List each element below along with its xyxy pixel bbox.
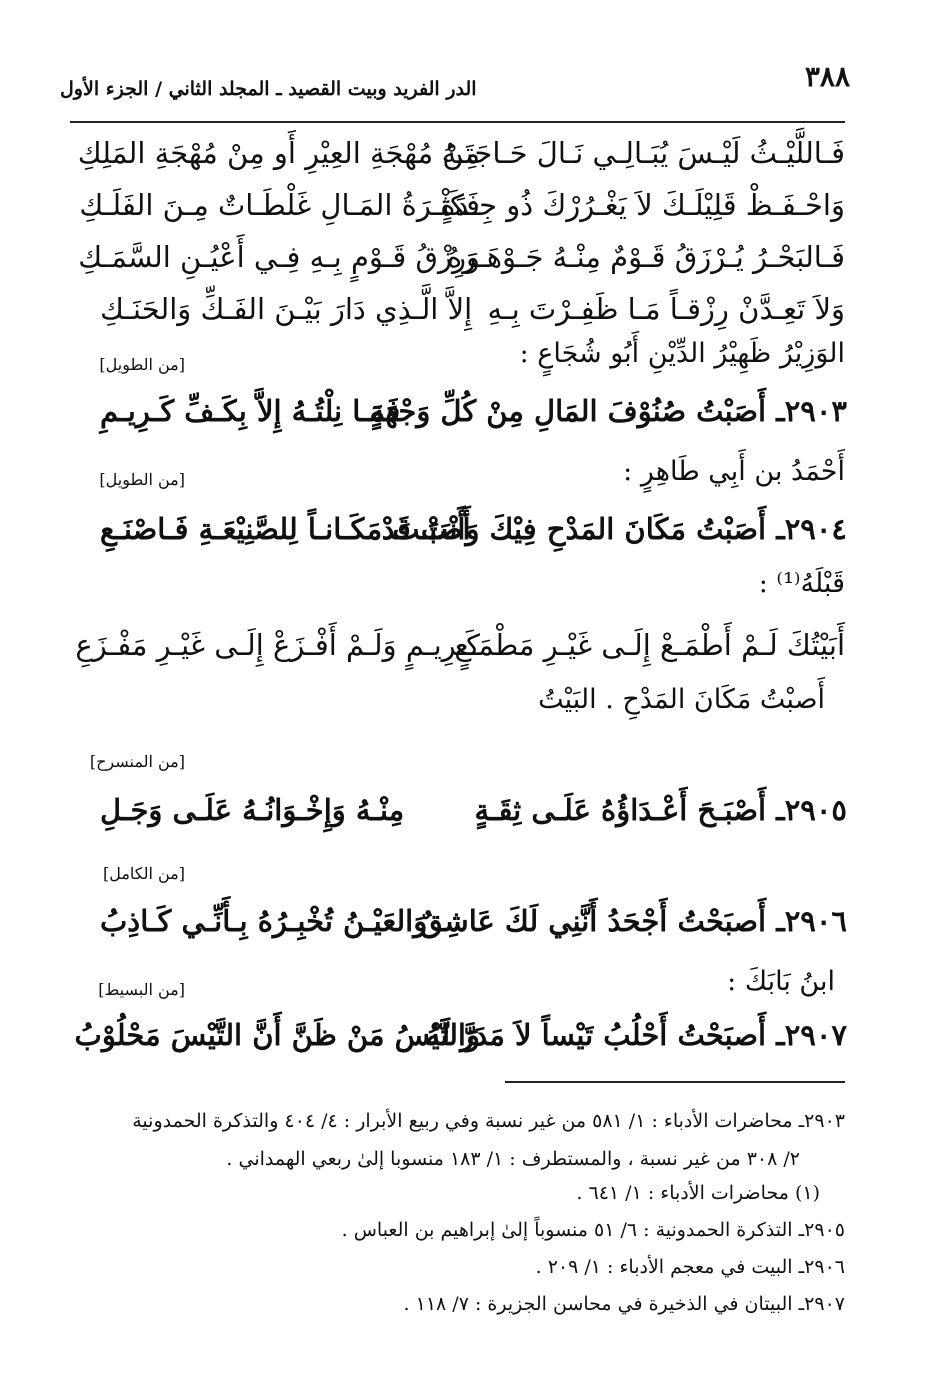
meter-2906: [من الكامل]: [102, 864, 185, 883]
verse-3-first-hemistich: فَـالبَحْـرُ يُـرْزَقُ قَـوْمٌ مِنْـهُ جَـوْهَـرَهُ: [447, 240, 845, 274]
footnote-2905: ٢٩٠٥ـ التذكرة الحمدونية : ٦/ ٥١ منسوباً إلىٰ إبراهيم بن العباس .: [341, 1219, 845, 1241]
footnote-2906: ٢٩٠٦ـ البيت في معجم الأدباء : ١/ ٢٠٩ .: [535, 1256, 845, 1278]
footnote-2903-line-2: ٢/ ٣٠٨ من غير نسبة ، والمستطرف : ١/ ١٨٣ منسوبا إلىٰ ربعي الهمداني .: [226, 1148, 800, 1170]
meter-2907: [من البسيط]: [98, 980, 185, 999]
qablah-verse-first-hemistich: أَبَيْتُكَ لَـمْ أَطْمَـعْ إِلَـى غَيْـرِ مَطْمَـعٍ: [454, 628, 845, 662]
qablah-label: قَبْلَهُ⁽¹⁾ :: [758, 568, 845, 599]
verse-2-first-hemistich: وَاحْـفَـظْ قَلِيْلَـكَ لاَ يَغْـرُرْكَ ذُو جِـدَةٍ: [440, 188, 845, 222]
verse-1-second-hemistich: مِنْ مُهْجَةِ العِيْرِ أَو مِنْ مُهْجَةِ المَلِكِ: [77, 136, 480, 170]
verse-2907-first-hemistich: ٢٩٠٧ـ أَصبَحْتُ أَحْلُبُ تَيْساً لاَ مَدَرَّ لَهُ: [425, 1018, 847, 1052]
footnote-1: (١) محاضرات الأدباء : ١/ ٦٤١ .: [576, 1182, 820, 1204]
verse-2903-second-hemistich: فَمَـا نِلْتُـهُ إِلاَّ بِكَـفِّ كَـرِيـمِ: [100, 394, 401, 428]
footnote-rule: [505, 1081, 845, 1083]
verse-1-first-hemistich: فَـاللَّيْـثُ لَيْـسَ يُبَـالِـي نَـالَ حَـاجَتَـهُ: [441, 136, 845, 170]
meter-2904: [من الطويل]: [99, 470, 185, 489]
verse-2904-first-hemistich: ٢٩٠٤ـ أَصَبْتُ مَكَانَ المَدْحِ فِيْكَ وَأَنْتَ قَدْ: [381, 512, 847, 546]
verse-2-second-hemistich: فَكَثْـرَةُ المَـالِ غَلْطَـاتٌ مِـنَ الفَلَـكِ: [79, 188, 480, 222]
qablah-verse-second-hemistich: كَـرِيـمٍ وَلَـمْ أَفْـزَعْ إِلَـى غَيْـرِ مَفْـزَعِ: [75, 628, 480, 662]
running-title: الدر الفريد وبيت القصيد ـ المجلد الثاني / الجزء الأول: [60, 78, 477, 100]
meter-2903: [من الطويل]: [99, 355, 185, 374]
verse-2907-second-hemistich: وَالتَّيْسُ مَنْ ظَنَّ أَنَّ التَّيْسَ مَحْلُوْبُ: [74, 1018, 480, 1052]
intro-2907: ابنُ بَابَكَ :: [727, 966, 835, 997]
verse-2905-first-hemistich: ٢٩٠٥ـ أَصْبَـحَ أَعْـدَاؤُهُ عَلَـى ثِقَـةٍ: [474, 793, 847, 827]
verse-2906-second-hemistich: وَالعَيْـنُ تُخْبِـرُهُ بِـأَنِّـي كَـاذِبُ: [100, 904, 428, 938]
footnote-2907: ٢٩٠٧ـ البيتان في الذخيرة في محاسن الجزيرة : ٧/ ١١٨ .: [403, 1293, 845, 1315]
meter-2905: [من المنسرح]: [89, 752, 185, 771]
page-number: ٣٨٨: [804, 60, 850, 93]
verse-2903-first-hemistich: ٢٩٠٣ـ أَصَبْتُ صُنُوْفَ المَالِ مِنْ كُلِّ وَجْهَةٍ: [369, 394, 847, 428]
verse-2906-first-hemistich: ٢٩٠٦ـ أَصبَحْتُ أَجْحَدُ أَنَّنِي لَكَ عَاشِقٌ: [420, 904, 847, 938]
header-rule: [70, 121, 845, 123]
bayt-reference: أَصبْتُ مَكَانَ المَدْحِ . البَيْتُ: [538, 684, 825, 715]
verse-2904-second-hemistich: أَصَبْـتَ مَكَـانـاً لِلصَّنِيْعَـةِ فَـاصْنَـعِ: [100, 512, 471, 546]
verse-4-first-hemistich: وَلاَ تَعِـدَّنْ رِزْقـاً مَـا ظَفِـرْتَ بِـهِ: [487, 292, 845, 326]
footnote-2903-line-1: ٢٩٠٣ـ محاضرات الأدباء : ١/ ٥٨١ من غير نسبة وفي ربيع الأبرار : ٤/ ٤٠٤ والتذكرة الحمدونية: [132, 1110, 845, 1132]
intro-2903: الوَزِيْرُ ظَهِيْرُ الدِّيْنِ أَبُو شُجَاعٍ :: [519, 338, 845, 369]
verse-4-second-hemistich: إِلاَّ الَّـذِي دَارَ بَيْـنَ الفَـكِّ وَالحَنَـكِ: [100, 292, 473, 326]
verse-3-second-hemistich: وَرِزْقُ قَـوْمٍ بِـهِ فِـي أَعْيُـنِ السَّمَـكِ: [78, 240, 480, 274]
intro-2904: أَحْمَدُ بن أَبِي طَاهِرٍ :: [623, 456, 845, 487]
verse-2905-second-hemistich: مِنْـهُ وَإِخْـوَانُـهُ عَلَـى وَجَـلِ: [100, 793, 405, 827]
